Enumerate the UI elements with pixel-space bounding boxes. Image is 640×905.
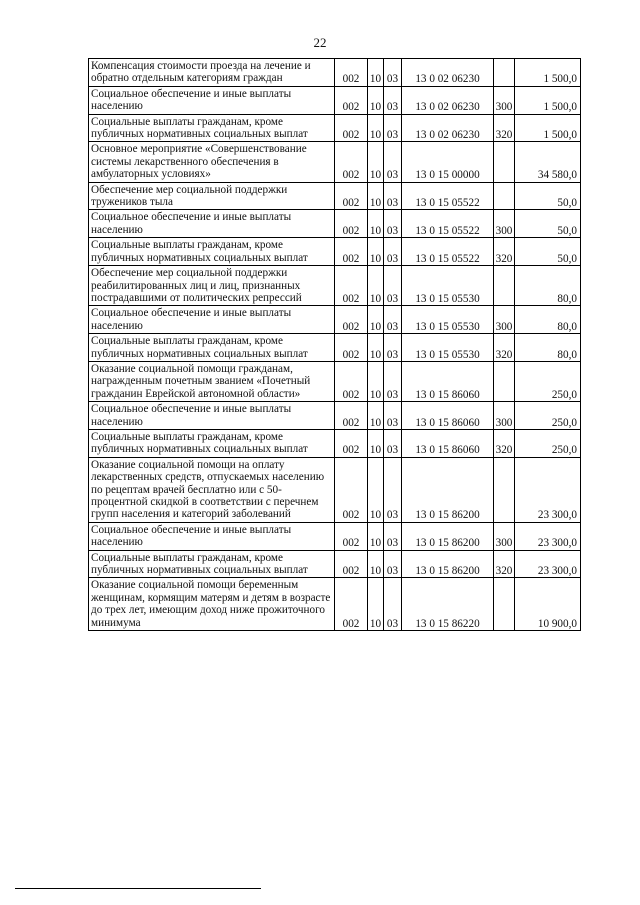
row-subsection-code: 03 — [384, 550, 402, 578]
row-ministry-code: 002 — [335, 402, 368, 430]
row-name: Компенсация стоимости проезда на лечение и обратно отдельным категориям граждан — [89, 59, 335, 87]
row-target-article-code: 13 0 15 86200 — [402, 457, 494, 522]
row-amount: 250,0 — [515, 429, 581, 457]
row-subsection-code: 03 — [384, 522, 402, 550]
row-expense-type-code: 300 — [494, 306, 515, 334]
table-row — [89, 361, 581, 401]
row-target-article-code: 13 0 15 05530 — [402, 334, 494, 362]
row-subsection-code: 03 — [384, 59, 402, 87]
row-section-code: 10 — [368, 182, 384, 210]
row-subsection-code: 03 — [384, 334, 402, 362]
row-subsection-code: 03 — [384, 457, 402, 522]
table-row — [89, 522, 581, 550]
row-amount: 23 300,0 — [515, 457, 581, 522]
row-section-code: 10 — [368, 306, 384, 334]
table-row — [89, 59, 581, 87]
row-section-code: 10 — [368, 238, 384, 266]
row-section-code: 10 — [368, 402, 384, 430]
row-expense-type-code — [494, 266, 515, 306]
row-ministry-code: 002 — [335, 142, 368, 182]
table-row — [89, 334, 581, 362]
row-expense-type-code — [494, 361, 515, 401]
row-name: Основное мероприятие «Совершенствование системы лекарственного обеспечения в амбулаторных условиях» — [89, 142, 335, 182]
table-row — [89, 429, 581, 457]
row-target-article-code: 13 0 15 86200 — [402, 522, 494, 550]
table-row — [89, 86, 581, 114]
row-target-article-code: 13 0 02 06230 — [402, 86, 494, 114]
row-name: Социальные выплаты гражданам, кроме публичных нормативных социальных выплат — [89, 114, 335, 142]
row-amount: 1 500,0 — [515, 86, 581, 114]
row-ministry-code: 002 — [335, 210, 368, 238]
row-amount: 10 900,0 — [515, 578, 581, 631]
table-row — [89, 142, 581, 182]
row-section-code: 10 — [368, 522, 384, 550]
table-row — [89, 306, 581, 334]
row-name: Социальное обеспечение и иные выплаты населению — [89, 86, 335, 114]
table-row — [89, 266, 581, 306]
row-section-code: 10 — [368, 429, 384, 457]
row-target-article-code: 13 0 02 06230 — [402, 114, 494, 142]
row-name: Социальные выплаты гражданам, кроме публичных нормативных социальных выплат — [89, 238, 335, 266]
row-target-article-code: 13 0 15 86220 — [402, 578, 494, 631]
budget-table — [88, 58, 581, 631]
row-expense-type-code: 320 — [494, 238, 515, 266]
row-section-code: 10 — [368, 86, 384, 114]
row-name: Обеспечение мер социальной поддержки тружеников тыла — [89, 182, 335, 210]
row-expense-type-code: 300 — [494, 522, 515, 550]
table-row — [89, 114, 581, 142]
row-expense-type-code — [494, 182, 515, 210]
row-subsection-code: 03 — [384, 182, 402, 210]
row-amount: 23 300,0 — [515, 550, 581, 578]
row-ministry-code: 002 — [335, 266, 368, 306]
row-name: Социальное обеспечение и иные выплаты населению — [89, 306, 335, 334]
row-subsection-code: 03 — [384, 306, 402, 334]
row-amount: 80,0 — [515, 306, 581, 334]
row-expense-type-code: 320 — [494, 334, 515, 362]
row-amount: 1 500,0 — [515, 114, 581, 142]
table-row — [89, 457, 581, 522]
row-expense-type-code: 320 — [494, 550, 515, 578]
table-row — [89, 550, 581, 578]
row-subsection-code: 03 — [384, 210, 402, 238]
row-section-code: 10 — [368, 142, 384, 182]
row-section-code: 10 — [368, 550, 384, 578]
row-name: Социальное обеспечение и иные выплаты населению — [89, 402, 335, 430]
row-ministry-code: 002 — [335, 114, 368, 142]
row-section-code: 10 — [368, 210, 384, 238]
row-ministry-code: 002 — [335, 182, 368, 210]
row-ministry-code: 002 — [335, 86, 368, 114]
row-ministry-code: 002 — [335, 334, 368, 362]
row-section-code: 10 — [368, 59, 384, 87]
row-target-article-code: 13 0 15 05522 — [402, 210, 494, 238]
row-expense-type-code — [494, 59, 515, 87]
row-ministry-code: 002 — [335, 550, 368, 578]
row-target-article-code: 13 0 15 86200 — [402, 550, 494, 578]
row-ministry-code: 002 — [335, 59, 368, 87]
row-subsection-code: 03 — [384, 142, 402, 182]
row-section-code: 10 — [368, 578, 384, 631]
row-subsection-code: 03 — [384, 402, 402, 430]
row-target-article-code: 13 0 15 00000 — [402, 142, 494, 182]
table-row — [89, 238, 581, 266]
row-name: Социальные выплаты гражданам, кроме публичных нормативных социальных выплат — [89, 334, 335, 362]
table-row — [89, 210, 581, 238]
row-amount: 80,0 — [515, 334, 581, 362]
row-ministry-code: 002 — [335, 306, 368, 334]
row-amount: 1 500,0 — [515, 59, 581, 87]
row-subsection-code: 03 — [384, 361, 402, 401]
row-expense-type-code — [494, 578, 515, 631]
row-subsection-code: 03 — [384, 238, 402, 266]
row-name: Обеспечение мер социальной поддержки реабилитированных лиц и лиц, признанных пострадавшими от политических репрессий — [89, 266, 335, 306]
row-amount: 50,0 — [515, 182, 581, 210]
row-amount: 250,0 — [515, 361, 581, 401]
row-expense-type-code — [494, 457, 515, 522]
row-subsection-code: 03 — [384, 429, 402, 457]
row-expense-type-code: 300 — [494, 210, 515, 238]
row-expense-type-code — [494, 142, 515, 182]
page-number: 22 — [313, 35, 327, 50]
row-expense-type-code: 320 — [494, 114, 515, 142]
row-target-article-code: 13 0 15 86060 — [402, 361, 494, 401]
table-row — [89, 182, 581, 210]
row-section-code: 10 — [368, 334, 384, 362]
row-name: Социальные выплаты гражданам, кроме публичных нормативных социальных выплат — [89, 429, 335, 457]
row-name: Оказание социальной помощи беременным женщинам, кормящим матерям и детям в возрасте до трех лет, имеющим доход ниже прожиточного минимума — [89, 578, 335, 631]
row-amount: 50,0 — [515, 210, 581, 238]
row-ministry-code: 002 — [335, 578, 368, 631]
row-target-article-code: 13 0 02 06230 — [402, 59, 494, 87]
row-amount: 34 580,0 — [515, 142, 581, 182]
row-amount: 50,0 — [515, 238, 581, 266]
row-subsection-code: 03 — [384, 114, 402, 142]
footnote-separator — [15, 888, 261, 889]
row-section-code: 10 — [368, 266, 384, 306]
row-name: Социальное обеспечение и иные выплаты населению — [89, 522, 335, 550]
budget-table-body — [89, 59, 581, 631]
row-ministry-code: 002 — [335, 238, 368, 266]
row-expense-type-code: 300 — [494, 86, 515, 114]
table-row — [89, 578, 581, 631]
row-section-code: 10 — [368, 361, 384, 401]
row-expense-type-code: 300 — [494, 402, 515, 430]
row-subsection-code: 03 — [384, 266, 402, 306]
row-name: Социальное обеспечение и иные выплаты населению — [89, 210, 335, 238]
table-row — [89, 402, 581, 430]
row-subsection-code: 03 — [384, 86, 402, 114]
row-ministry-code: 002 — [335, 429, 368, 457]
row-amount: 80,0 — [515, 266, 581, 306]
row-target-article-code: 13 0 15 86060 — [402, 402, 494, 430]
row-expense-type-code: 320 — [494, 429, 515, 457]
row-target-article-code: 13 0 15 86060 — [402, 429, 494, 457]
row-ministry-code: 002 — [335, 361, 368, 401]
row-name: Оказание социальной помощи на оплату лекарственных средств, отпускаемых населению по рецептам врачей бесплатно или с 50-процентной скидкой в соответствии с перечнем групп населения и категорий заболеваний — [89, 457, 335, 522]
row-section-code: 10 — [368, 457, 384, 522]
row-amount: 23 300,0 — [515, 522, 581, 550]
row-section-code: 10 — [368, 114, 384, 142]
row-target-article-code: 13 0 15 05522 — [402, 238, 494, 266]
row-subsection-code: 03 — [384, 578, 402, 631]
row-target-article-code: 13 0 15 05530 — [402, 306, 494, 334]
row-amount: 250,0 — [515, 402, 581, 430]
row-name: Социальные выплаты гражданам, кроме публичных нормативных социальных выплат — [89, 550, 335, 578]
row-ministry-code: 002 — [335, 457, 368, 522]
row-target-article-code: 13 0 15 05522 — [402, 182, 494, 210]
row-name: Оказание социальной помощи гражданам, награжденным почетным званием «Почетный гражданин Еврейской автономной области» — [89, 361, 335, 401]
row-ministry-code: 002 — [335, 522, 368, 550]
row-target-article-code: 13 0 15 05530 — [402, 266, 494, 306]
